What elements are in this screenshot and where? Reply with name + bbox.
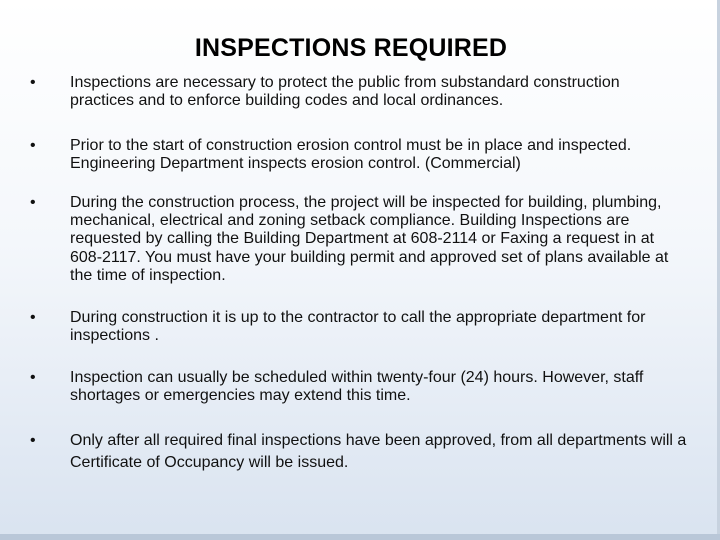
bullet-glyph: • xyxy=(30,74,36,91)
slide-title: INSPECTIONS REQUIRED xyxy=(194,34,508,62)
bullet-glyph: • xyxy=(30,369,36,386)
bullet-text: Inspection can usually be scheduled within twenty-four (24) hours. However, staff shortages or emergencies may extend this time. xyxy=(70,369,644,405)
bullet-text: Inspections are necessary to protect the public from substandard construction practices and to enforce building codes and local ordinances. xyxy=(70,74,620,110)
bullet-text: During construction it is up to the contractor to call the appropriate department for inspections . xyxy=(70,309,646,345)
bullet-glyph: • xyxy=(30,194,36,211)
bullet-glyph: • xyxy=(30,432,36,449)
bullet-glyph: • xyxy=(30,137,36,154)
bullet-text: Only after all required final inspections have been approved, from all departments will a Certificate of Occupancy will be issued. xyxy=(70,432,687,471)
bullet-text: Prior to the start of construction erosion control must be in place and inspected. Engineering Department inspects erosion control. (Commercial) xyxy=(70,137,632,173)
bullet-text: During the construction process, the project will be inspected for building, plumbing, mechanical, electrical and zoning setback compliance. Building Inspections are requested by calling the Building Department at 608-2114 or Faxing a request in at 608-2117. You must have your building permit and approved set of plans available at the time of inspection. xyxy=(70,194,669,284)
bullet-glyph: • xyxy=(30,309,36,326)
